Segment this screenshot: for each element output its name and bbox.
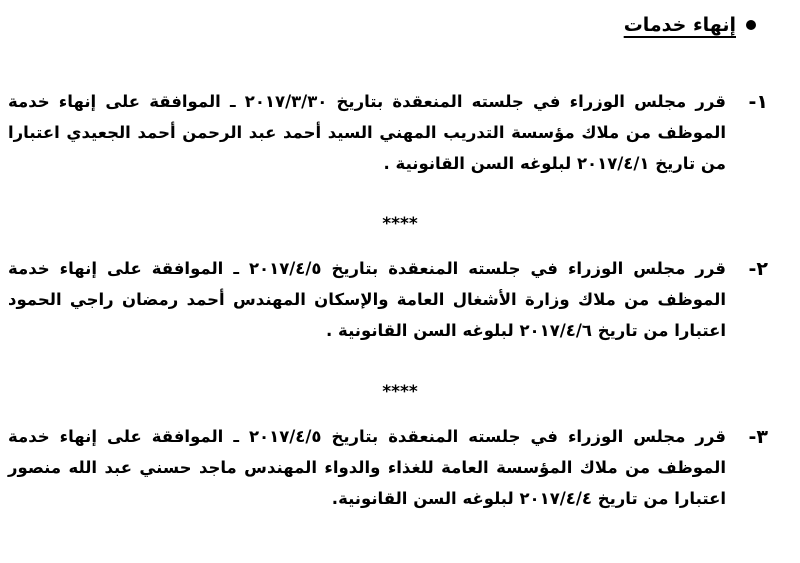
item-number: ٢- [748, 258, 768, 280]
section-heading [624, 14, 756, 36]
decision-item-1 [8, 86, 768, 179]
item-number: ٣- [748, 426, 768, 448]
separator-stars: **** [382, 382, 418, 402]
decision-item-3 [8, 421, 768, 514]
item-text: قرر مجلس الوزراء في جلسته المنعقدة بتاريخ ٢٠١٧/٣/٣٠ ـ الموافقة على إنهاء خدمة الموظف من ملاك مؤسسة التدريب المهني السيد أحمد عبد الرحمن أحمد الجعيدي اعتبارا من تاريخ ٢٠١٧/٤/١ لبلوغه السن القانونية . [8, 92, 726, 173]
item-number: ١- [748, 91, 768, 113]
section-heading-text: إنهاء خدمات [623, 14, 736, 36]
item-text: قرر مجلس الوزراء في جلسته المنعقدة بتاريخ ٢٠١٧/٤/٥ ـ الموافقة على إنهاء خدمة الموظف من ملاك المؤسسة العامة للغذاء والدواء المهندس ماجد حسني عبد الله منصور اعتبارا من تاريخ ٢٠١٧/٤/٤ لبلوغه السن القانونية. [8, 427, 726, 508]
bullet-icon [746, 20, 756, 30]
item-text: قرر مجلس الوزراء في جلسته المنعقدة بتاريخ ٢٠١٧/٤/٥ ـ الموافقة على إنهاء خدمة الموظف من ملاك وزارة الأشغال العامة والإسكان المهندس أحمد رمضان راجي الحمود اعتبارا من تاريخ ٢٠١٧/٤/٦ لبلوغه السن القانونية . [8, 259, 726, 340]
separator-stars: **** [382, 214, 418, 234]
decision-item-2 [8, 253, 768, 346]
